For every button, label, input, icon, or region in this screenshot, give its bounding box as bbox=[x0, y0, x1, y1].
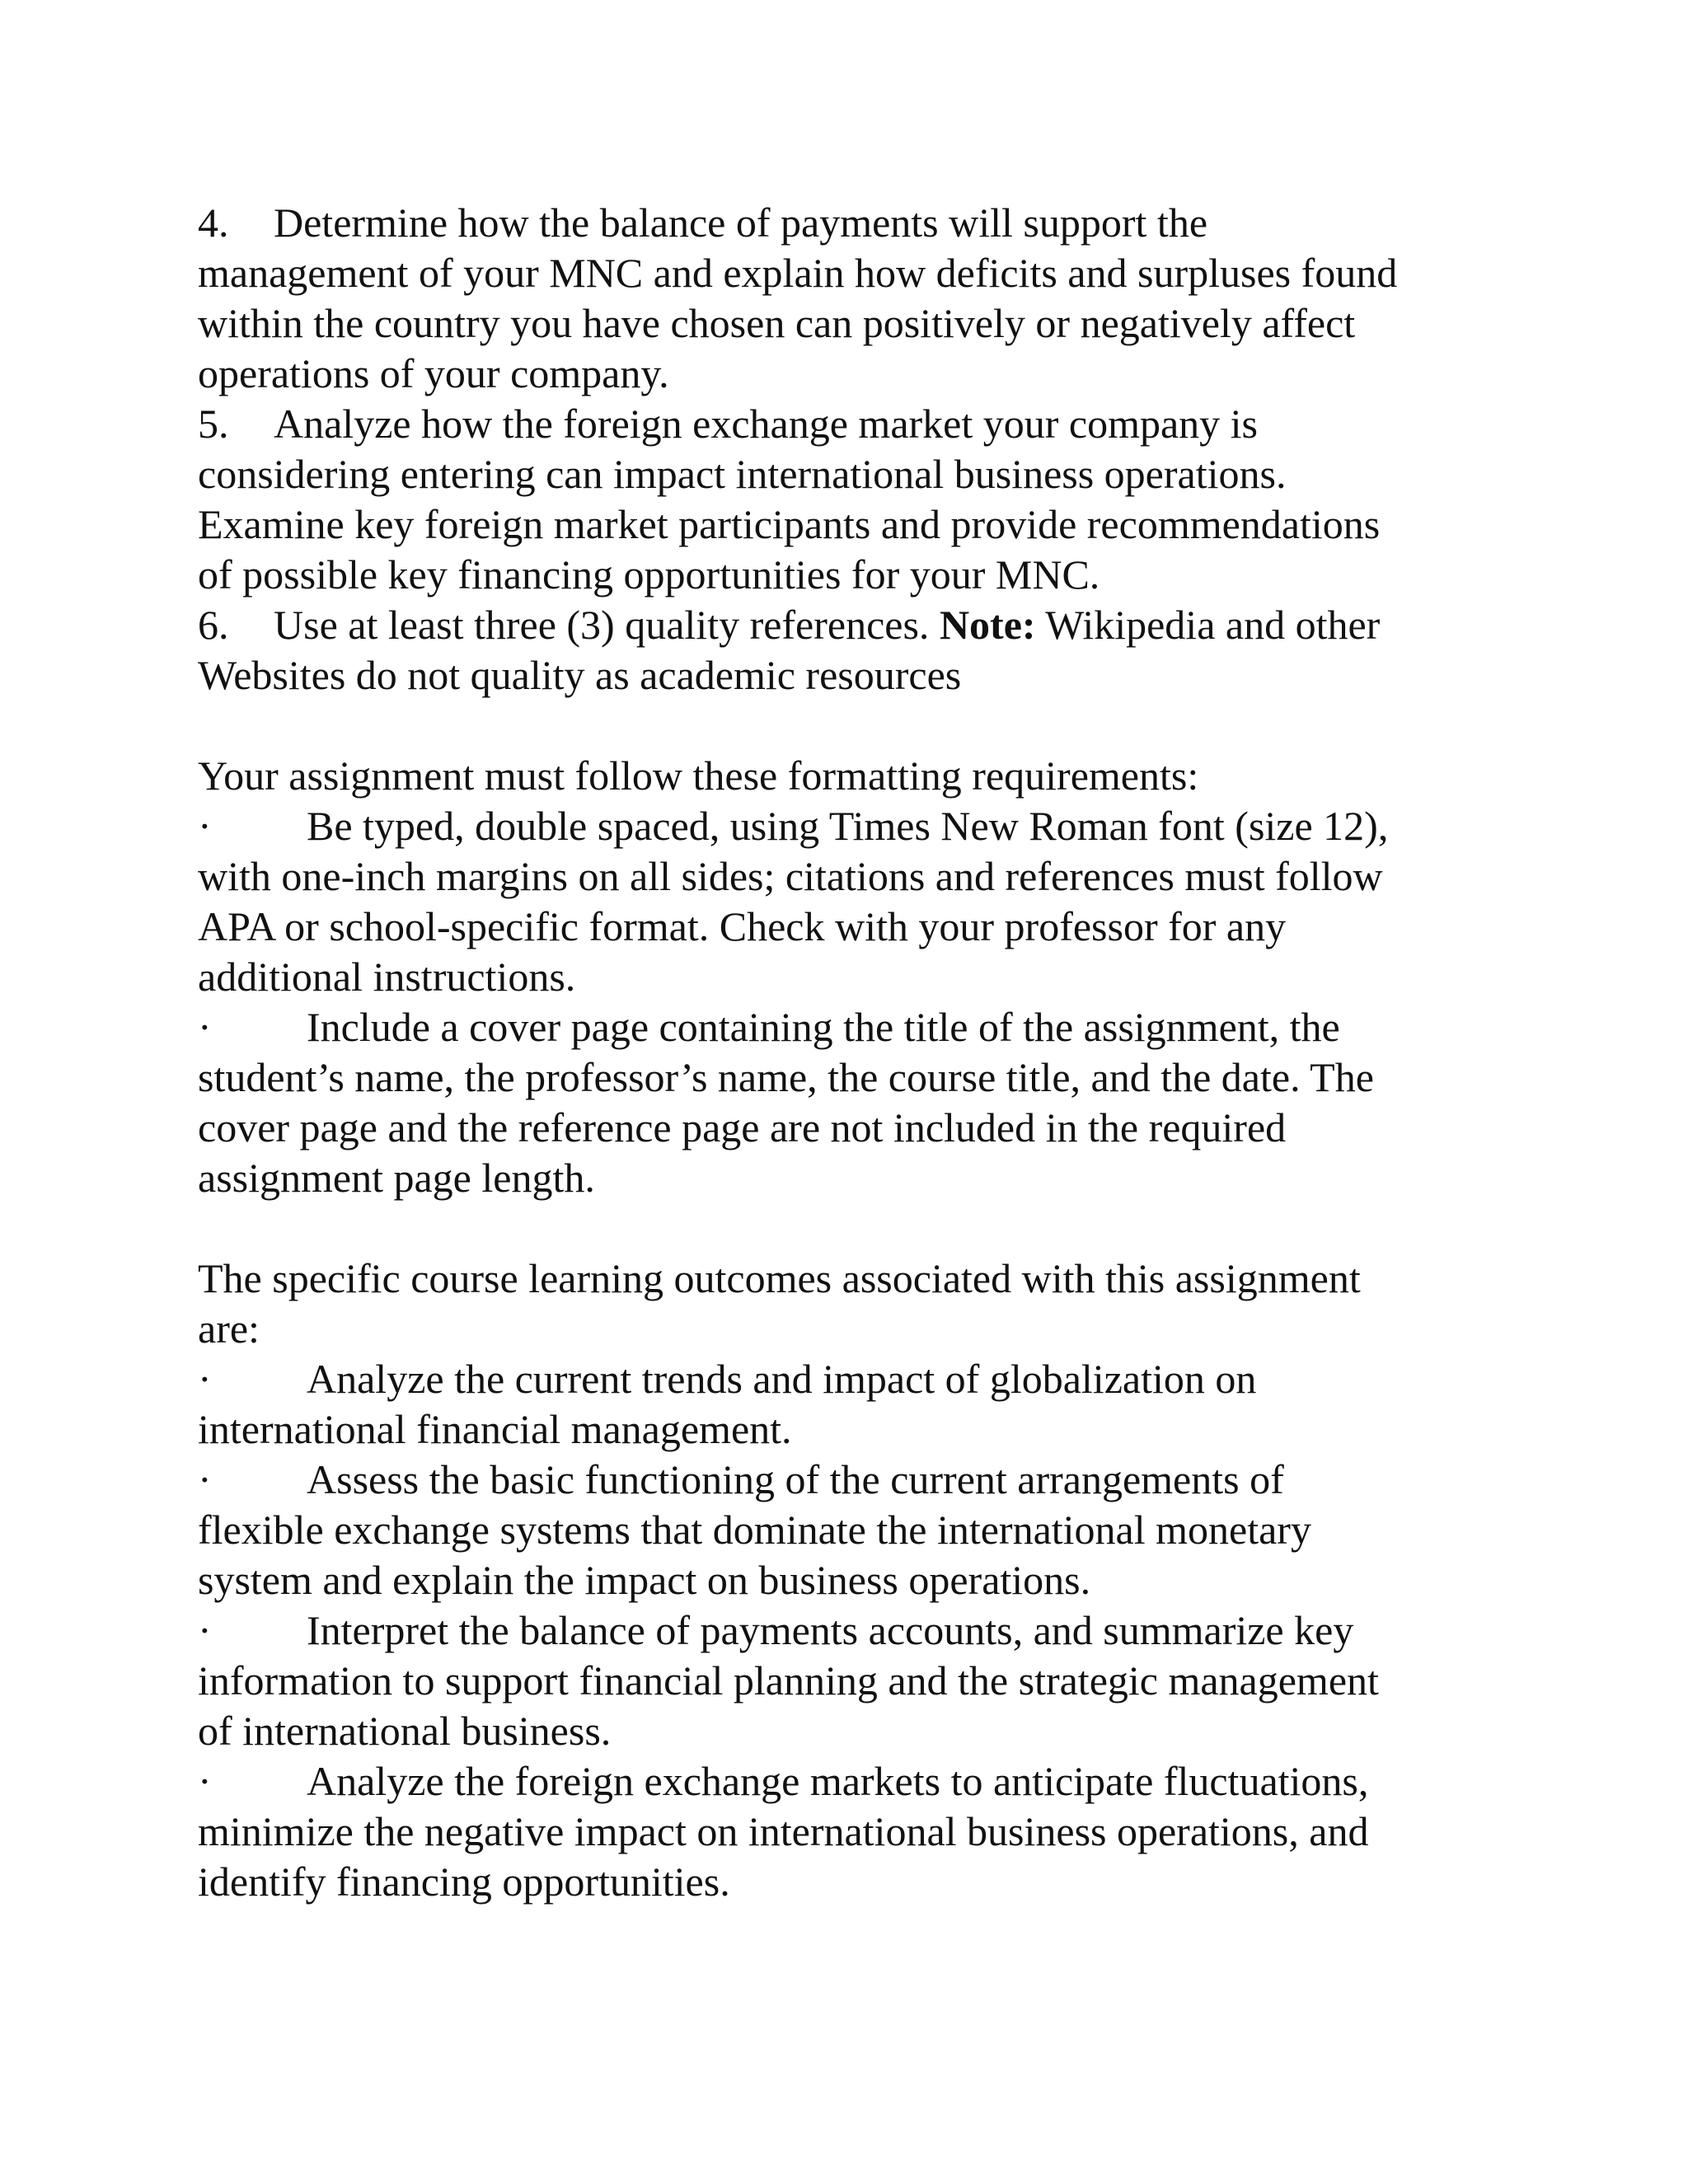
formatting-bullet-2 bbox=[198, 1002, 1566, 1203]
bullet-text-line: minimize the negative impact on international business operations, and bbox=[198, 1808, 1369, 1854]
item-text-line: Websites do not quality as academic resources bbox=[198, 652, 962, 698]
bullet-text-line: additional instructions. bbox=[198, 954, 576, 1000]
bullet-text-line: Analyze the current trends and impact of globalization on bbox=[307, 1356, 1257, 1402]
numbered-item-4 bbox=[198, 198, 1566, 399]
item-text-segment: Use at least three (3) quality references. bbox=[274, 602, 940, 648]
bullet-mark: · bbox=[198, 1758, 212, 1804]
bullet-mark: · bbox=[198, 1456, 212, 1502]
bullet-text-line: identify financing opportunities. bbox=[198, 1858, 730, 1905]
outcome-bullet-2 bbox=[198, 1455, 1566, 1605]
paragraph-gap bbox=[198, 1203, 1566, 1254]
section-heading: are: bbox=[198, 1305, 260, 1352]
bullet-text-line: information to support financial planning and the strategic management bbox=[198, 1657, 1379, 1704]
outcomes-section bbox=[198, 1254, 1566, 1907]
outcome-bullet-3 bbox=[198, 1605, 1566, 1756]
section-heading: The specific course learning outcomes associated with this assignment bbox=[198, 1255, 1361, 1301]
bullet-text-line: cover page and the reference page are not included in the required bbox=[198, 1104, 1287, 1151]
bullet-text-line: international financial management. bbox=[198, 1406, 792, 1452]
item-text-line: Determine how the balance of payments will support the bbox=[274, 199, 1208, 246]
bullet-text-line: Include a cover page containing the title of the assignment, the bbox=[307, 1004, 1340, 1050]
numbered-item-5 bbox=[198, 399, 1566, 600]
bullet-text-line: APA or school-specific format. Check with your professor for any bbox=[198, 903, 1287, 949]
item-text-line: within the country you have chosen can positively or negatively affect bbox=[198, 300, 1356, 346]
item-text-line: considering entering can impact international business operations. bbox=[198, 451, 1287, 497]
bullet-text-line: assignment page length. bbox=[198, 1155, 595, 1201]
bullet-text-line: flexible exchange systems that dominate the international monetary bbox=[198, 1507, 1311, 1553]
formatting-bullet-1 bbox=[198, 801, 1566, 1002]
item-text-line: operations of your company. bbox=[198, 350, 669, 396]
bullet-mark: · bbox=[198, 1607, 212, 1653]
bullet-text-line: student’s name, the professor’s name, the course title, and the date. The bbox=[198, 1054, 1374, 1100]
bullet-mark: · bbox=[198, 1356, 212, 1402]
document-body bbox=[198, 198, 1566, 1907]
outcome-bullet-1 bbox=[198, 1354, 1566, 1455]
item-text-line: management of your MNC and explain how deficits and surpluses found bbox=[198, 250, 1398, 296]
item-text-segment: Wikipedia and other bbox=[1035, 602, 1381, 648]
section-heading: Your assignment must follow these formatting requirements: bbox=[198, 752, 1199, 799]
paragraph-gap bbox=[198, 701, 1566, 751]
bullet-text-line: system and explain the impact on business operations. bbox=[198, 1557, 1091, 1603]
numbered-item-6 bbox=[198, 600, 1566, 701]
item-text-line: Examine key foreign market participants and provide recommendations bbox=[198, 501, 1381, 547]
item-number: 4. bbox=[198, 199, 229, 246]
bullet-text-line: Interpret the balance of payments accounts, and summarize key bbox=[307, 1607, 1354, 1653]
bullet-mark: · bbox=[198, 1004, 212, 1050]
bullet-text-line: Analyze the foreign exchange markets to anticipate fluctuations, bbox=[307, 1758, 1369, 1804]
item-number: 5. bbox=[198, 401, 229, 447]
outcome-bullet-4 bbox=[198, 1756, 1566, 1907]
bullet-text-line: Be typed, double spaced, using Times New Roman font (size 12), bbox=[307, 803, 1389, 849]
bullet-text-line: with one-inch margins on all sides; citations and references must follow bbox=[198, 853, 1383, 899]
item-text-line: Analyze how the foreign exchange market your company is bbox=[274, 401, 1259, 447]
formatting-section bbox=[198, 751, 1566, 1203]
item-text-line: of possible key financing opportunities for your MNC. bbox=[198, 551, 1100, 598]
bullet-text-line: of international business. bbox=[198, 1708, 612, 1754]
note-label: Note: bbox=[939, 602, 1036, 648]
bullet-text-line: Assess the basic functioning of the current arrangements of bbox=[307, 1456, 1284, 1502]
item-number: 6. bbox=[198, 602, 229, 648]
bullet-mark: · bbox=[198, 803, 212, 849]
